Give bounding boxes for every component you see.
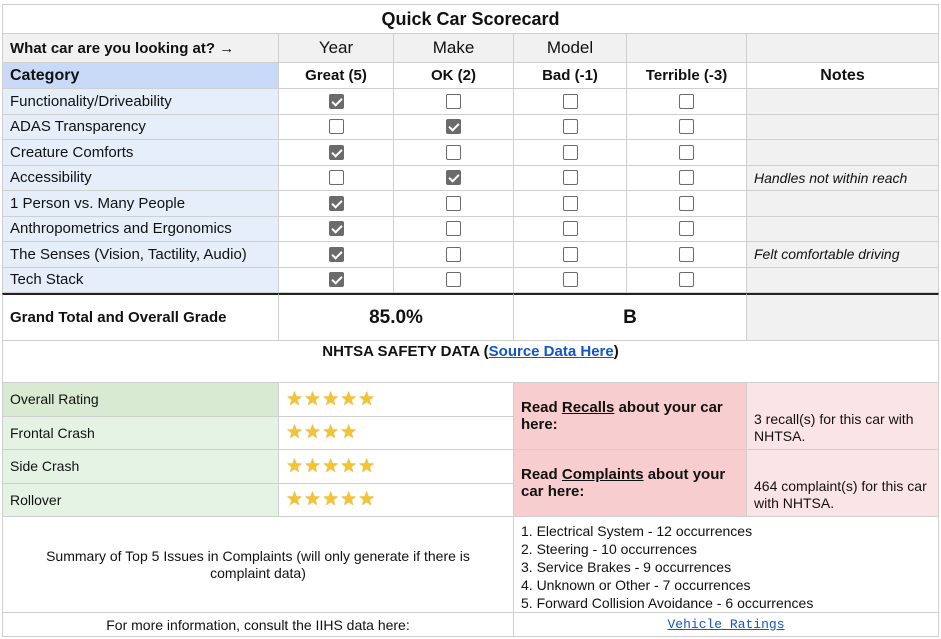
rating-stars-cell bbox=[279, 417, 514, 451]
checkbox-terrible[interactable] bbox=[679, 247, 694, 262]
checkbox-cell-terrible bbox=[627, 217, 747, 243]
checkbox-great[interactable] bbox=[329, 170, 344, 185]
complaints-label bbox=[514, 450, 747, 517]
note-cell[interactable]: Felt comfortable driving bbox=[747, 242, 939, 268]
checkbox-cell-ok bbox=[394, 166, 514, 192]
checkbox-cell-ok bbox=[394, 115, 514, 141]
checkbox-cell-ok bbox=[394, 89, 514, 115]
checkbox-bad[interactable] bbox=[563, 94, 578, 109]
checkbox-cell-bad bbox=[514, 268, 627, 294]
checkbox-bad[interactable] bbox=[563, 196, 578, 211]
grand-total-label: Grand Total and Overall Grade bbox=[2, 293, 279, 341]
complaints-text: Read Complaints about your car here: bbox=[521, 466, 726, 500]
issue-item: 5. Forward Collision Avoidance - 6 occurrences bbox=[521, 595, 814, 611]
iihs-cell bbox=[514, 613, 939, 637]
checkbox-cell-ok bbox=[394, 268, 514, 294]
model-field[interactable]: Model bbox=[514, 34, 627, 63]
checkbox-cell-great bbox=[279, 217, 394, 243]
category-label: 1 Person vs. Many People bbox=[2, 191, 279, 217]
rating-stars-cell bbox=[279, 484, 514, 518]
note-cell[interactable]: Handles not within reach bbox=[747, 166, 939, 192]
checkbox-great[interactable] bbox=[329, 221, 344, 236]
complaints-link[interactable]: Complaints bbox=[561, 466, 644, 483]
nhtsa-heading-text: NHTSA SAFETY DATA ( bbox=[322, 343, 489, 360]
checkbox-cell-great bbox=[279, 140, 394, 166]
checkbox-cell-ok bbox=[394, 191, 514, 217]
terrible-header: Terrible (-3) bbox=[627, 63, 747, 89]
checkbox-bad[interactable] bbox=[563, 119, 578, 134]
ok-header: OK (2) bbox=[394, 63, 514, 89]
checkbox-terrible[interactable] bbox=[679, 221, 694, 236]
checkbox-cell-terrible bbox=[627, 242, 747, 268]
recalls-text: Read Recalls about your car here: bbox=[521, 399, 723, 433]
star-icon: ★★★★★ bbox=[286, 489, 377, 511]
checkbox-terrible[interactable] bbox=[679, 272, 694, 287]
checkbox-ok[interactable] bbox=[446, 170, 461, 185]
checkbox-terrible[interactable] bbox=[679, 170, 694, 185]
rating-label: Frontal Crash bbox=[2, 417, 279, 451]
notes-header: Notes bbox=[747, 63, 939, 89]
checkbox-ok[interactable] bbox=[446, 247, 461, 262]
nhtsa-source-link[interactable]: Source Data Here bbox=[488, 343, 614, 360]
checkbox-great[interactable] bbox=[329, 145, 344, 160]
checkbox-bad[interactable] bbox=[563, 145, 578, 160]
issue-item: 1. Electrical System - 12 occurrences bbox=[521, 523, 753, 539]
checkbox-cell-bad bbox=[514, 242, 627, 268]
checkbox-cell-terrible bbox=[627, 268, 747, 294]
checkbox-cell-terrible bbox=[627, 140, 747, 166]
summary-label: Summary of Top 5 Issues in Complaints (will only generate if there is complaint data) bbox=[2, 517, 514, 613]
star-icon: ★★★★★ bbox=[286, 388, 377, 410]
year-field[interactable]: Year bbox=[279, 34, 394, 63]
checkbox-ok[interactable] bbox=[446, 196, 461, 211]
checkbox-great[interactable] bbox=[329, 94, 344, 109]
checkbox-cell-bad bbox=[514, 166, 627, 192]
category-header: Category bbox=[2, 63, 279, 89]
note-cell[interactable] bbox=[747, 268, 939, 294]
note-cell[interactable] bbox=[747, 89, 939, 115]
checkbox-cell-ok bbox=[394, 140, 514, 166]
rating-stars-cell bbox=[279, 383, 514, 417]
checkbox-bad[interactable] bbox=[563, 272, 578, 287]
checkbox-cell-great bbox=[279, 268, 394, 294]
rating-label: Overall Rating bbox=[2, 383, 279, 417]
checkbox-great[interactable] bbox=[329, 196, 344, 211]
prompt-empty-cell-2 bbox=[747, 34, 939, 63]
checkbox-cell-bad bbox=[514, 217, 627, 243]
recalls-link[interactable]: Recalls bbox=[561, 399, 615, 416]
issue-item: 3. Service Brakes - 9 occurrences bbox=[521, 559, 732, 575]
checkbox-ok[interactable] bbox=[446, 94, 461, 109]
checkbox-cell-bad bbox=[514, 140, 627, 166]
checkbox-cell-terrible bbox=[627, 191, 747, 217]
checkbox-great[interactable] bbox=[329, 272, 344, 287]
note-cell[interactable] bbox=[747, 140, 939, 166]
star-icon: ★★★★ bbox=[286, 422, 359, 444]
category-label: Functionality/Driveability bbox=[2, 89, 279, 115]
checkbox-cell-great bbox=[279, 191, 394, 217]
issue-item: 2. Steering - 10 occurrences bbox=[521, 541, 697, 557]
prompt-empty-cell bbox=[627, 34, 747, 63]
checkbox-bad[interactable] bbox=[563, 170, 578, 185]
iihs-label: For more information, consult the IIHS data here: bbox=[2, 613, 514, 637]
checkbox-cell-terrible bbox=[627, 115, 747, 141]
checkbox-cell-great bbox=[279, 115, 394, 141]
grand-total-percent: 85.0% bbox=[279, 293, 514, 341]
checkbox-cell-bad bbox=[514, 115, 627, 141]
checkbox-ok[interactable] bbox=[446, 272, 461, 287]
checkbox-cell-ok bbox=[394, 242, 514, 268]
note-cell[interactable] bbox=[747, 115, 939, 141]
rating-stars-cell bbox=[279, 450, 514, 484]
checkbox-cell-great bbox=[279, 166, 394, 192]
vehicle-ratings-link[interactable]: Vehicle Ratings bbox=[667, 617, 785, 632]
checkbox-cell-bad bbox=[514, 191, 627, 217]
rating-label: Rollover bbox=[2, 484, 279, 518]
note-cell[interactable] bbox=[747, 217, 939, 243]
rating-label: Side Crash bbox=[2, 450, 279, 484]
complaints-value: 464 complaint(s) for this car with NHTSA. bbox=[747, 450, 939, 517]
overall-grade: B bbox=[514, 293, 747, 341]
issue-item: 4. Unknown or Other - 7 occurrences bbox=[521, 577, 751, 593]
category-label: Creature Comforts bbox=[2, 140, 279, 166]
great-header: Great (5) bbox=[279, 63, 394, 89]
checkbox-cell-terrible bbox=[627, 166, 747, 192]
category-label: Accessibility bbox=[2, 166, 279, 192]
category-label: Tech Stack bbox=[2, 268, 279, 294]
checkbox-bad[interactable] bbox=[563, 247, 578, 262]
recalls-label bbox=[514, 383, 747, 450]
checkbox-terrible[interactable] bbox=[679, 94, 694, 109]
checkbox-cell-ok bbox=[394, 217, 514, 243]
star-icon: ★★★★★ bbox=[286, 455, 377, 477]
category-label: Anthropometrics and Ergonomics bbox=[2, 217, 279, 243]
summary-issues bbox=[514, 517, 939, 613]
checkbox-cell-bad bbox=[514, 89, 627, 115]
category-label: The Senses (Vision, Tactility, Audio) bbox=[2, 242, 279, 268]
checkbox-cell-great bbox=[279, 89, 394, 115]
make-field[interactable]: Make bbox=[394, 34, 514, 63]
checkbox-terrible[interactable] bbox=[679, 196, 694, 211]
checkbox-ok[interactable] bbox=[446, 119, 461, 134]
nhtsa-heading bbox=[2, 341, 939, 383]
nhtsa-heading-end: ) bbox=[613, 343, 619, 360]
bad-header: Bad (-1) bbox=[514, 63, 627, 89]
checkbox-terrible[interactable] bbox=[679, 119, 694, 134]
checkbox-great[interactable] bbox=[329, 247, 344, 262]
checkbox-cell-terrible bbox=[627, 89, 747, 115]
total-notes-cell bbox=[747, 293, 939, 341]
car-question: What car are you looking at? → bbox=[2, 34, 279, 63]
checkbox-cell-great bbox=[279, 242, 394, 268]
checkbox-terrible[interactable] bbox=[679, 145, 694, 160]
recalls-value: 3 recall(s) for this car with NHTSA. bbox=[747, 383, 939, 450]
checkbox-great[interactable] bbox=[329, 119, 344, 134]
checkbox-ok[interactable] bbox=[446, 145, 461, 160]
checkbox-ok[interactable] bbox=[446, 221, 461, 236]
checkbox-bad[interactable] bbox=[563, 221, 578, 236]
category-label: ADAS Transparency bbox=[2, 115, 279, 141]
sheet-title: Quick Car Scorecard bbox=[2, 4, 939, 34]
note-cell[interactable] bbox=[747, 191, 939, 217]
